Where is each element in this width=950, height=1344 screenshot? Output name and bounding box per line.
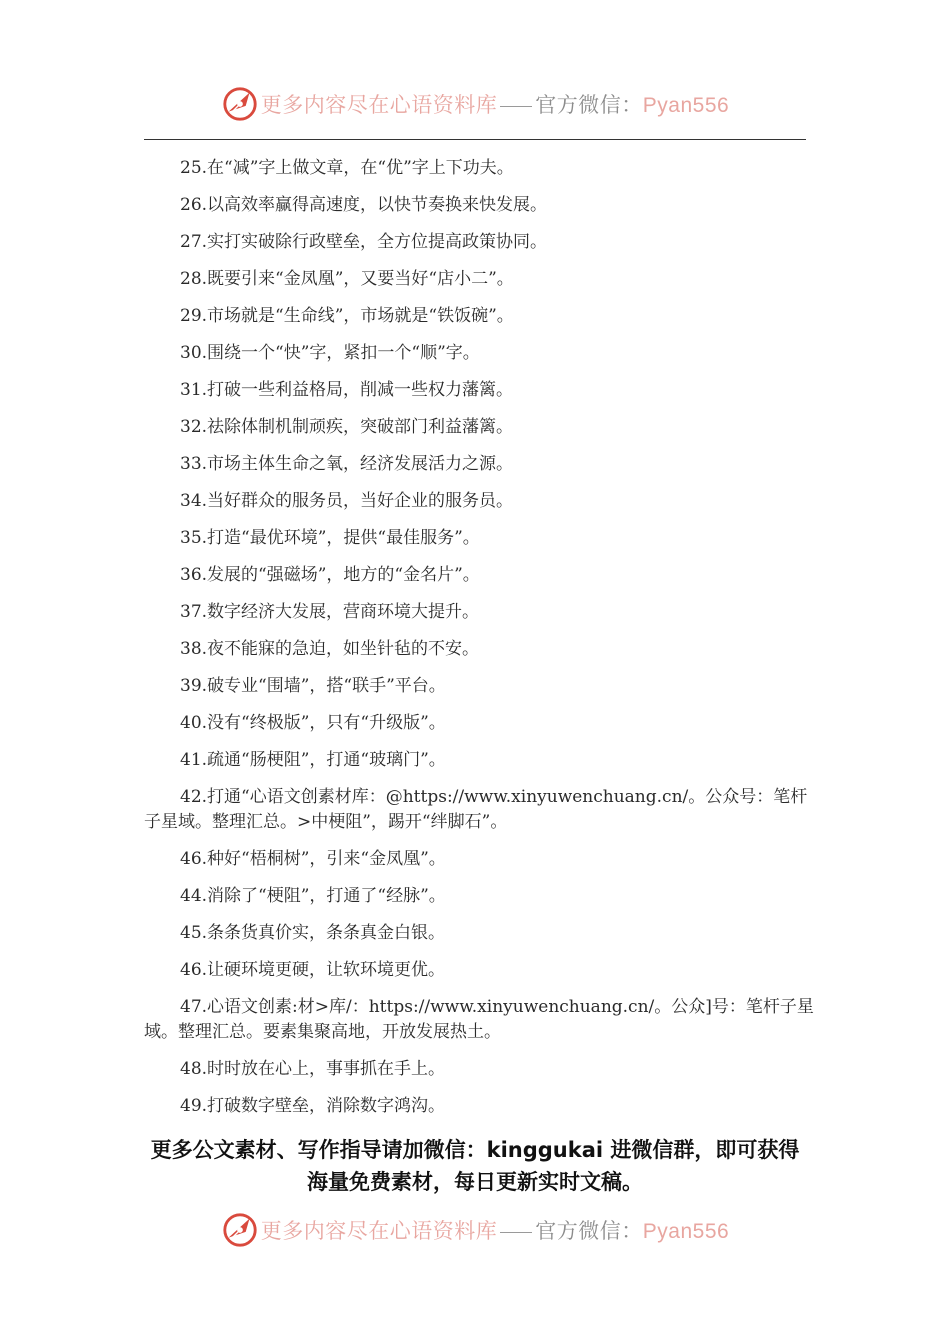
footer-banner	[0, 1208, 950, 1252]
list-item: 41.疏通“肠梗阻”，打通“玻璃门”。	[180, 750, 446, 770]
footer-note: 更多公文素材、写作指导请加微信：kinggukai 进微信群，即可获得海量免费素材，每日更新实时文稿。	[150, 1138, 800, 1194]
list-item: 28.既要引来“金凤凰”，又要当好“店小二”。	[180, 269, 514, 289]
brand-text: 更多内容尽在心语资料库	[260, 1219, 498, 1243]
quill-pen-logo-icon	[221, 1211, 259, 1249]
list-item: 37.数字经济大发展，营商环境大提升。	[180, 602, 480, 622]
list-item: 31.打破一些利益格局，削减一些权力藩篱。	[180, 380, 514, 400]
list-item: 38.夜不能寐的急迫，如坐针毡的不安。	[180, 639, 480, 659]
document-body	[144, 150, 816, 1125]
divider	[500, 1232, 532, 1233]
list-item: 29.市场就是“生命线”，市场就是“铁饭碗”。	[180, 306, 514, 326]
list-item: 45.条条货真价实，条条真金白银。	[180, 923, 446, 943]
list-item: 30.围绕一个“快”字，紧扣一个“顺”字。	[180, 343, 480, 363]
banner-text	[261, 1215, 729, 1245]
list-item: 40.没有“终极版”，只有“升级版”。	[180, 713, 446, 733]
list-item: 34.当好群众的服务员，当好企业的服务员。	[180, 491, 514, 511]
wechat-label: 官方微信：	[535, 93, 643, 117]
list-item: 33.市场主体生命之氧，经济发展活力之源。	[180, 454, 514, 474]
list-item: 46.种好“梧桐树”，引来“金凤凰”。	[180, 849, 446, 869]
divider	[500, 106, 532, 107]
list-item: 39.破专业“围墙”，搭“联手”平台。	[180, 676, 446, 696]
header-banner	[0, 82, 950, 126]
list-item: 27.实打实破除行政壁垒，全方位提高政策协同。	[180, 232, 548, 252]
list-item: 49.打破数字壁垒，消除数字鸿沟。	[180, 1096, 446, 1116]
header-rule	[144, 139, 806, 140]
list-item-wrapped: 47.心语文创素:材>库/：https://www.xinyuwenchuang.cn/。公众]号：笔杆子星域。整理汇总。要素集聚高地，开放发展热土。	[144, 997, 814, 1042]
list-item: 44.消除了“梗阻”，打通了“经脉”。	[180, 886, 446, 906]
list-item: 25.在“减”字上做文章，在“优”字上下功夫。	[180, 158, 514, 178]
quill-pen-logo-icon	[221, 85, 259, 123]
wechat-id: Pyan556	[642, 94, 730, 117]
list-item-wrapped: 42.打通“心语文创素材库：@https://www.xinyuwenchuang.cn/。公众号：笔杆子星域。整理汇总。>中梗阻”，踢开“绊脚石”。	[144, 787, 808, 832]
brand-text: 更多内容尽在心语资料库	[260, 93, 498, 117]
list-item: 26.以高效率赢得高速度，以快节奏换来快发展。	[180, 195, 548, 215]
wechat-label: 官方微信：	[535, 1219, 643, 1243]
banner-text	[261, 89, 729, 119]
list-item: 48.时时放在心上，事事抓在手上。	[180, 1059, 446, 1079]
wechat-id: Pyan556	[642, 1220, 730, 1243]
list-item: 46.让硬环境更硬，让软环境更优。	[180, 960, 446, 980]
list-item: 36.发展的“强磁场”，地方的“金名片”。	[180, 565, 480, 585]
list-item: 35.打造“最优环境”，提供“最佳服务”。	[180, 528, 480, 548]
list-item: 32.祛除体制机制顽疾，突破部门利益藩篱。	[180, 417, 514, 437]
